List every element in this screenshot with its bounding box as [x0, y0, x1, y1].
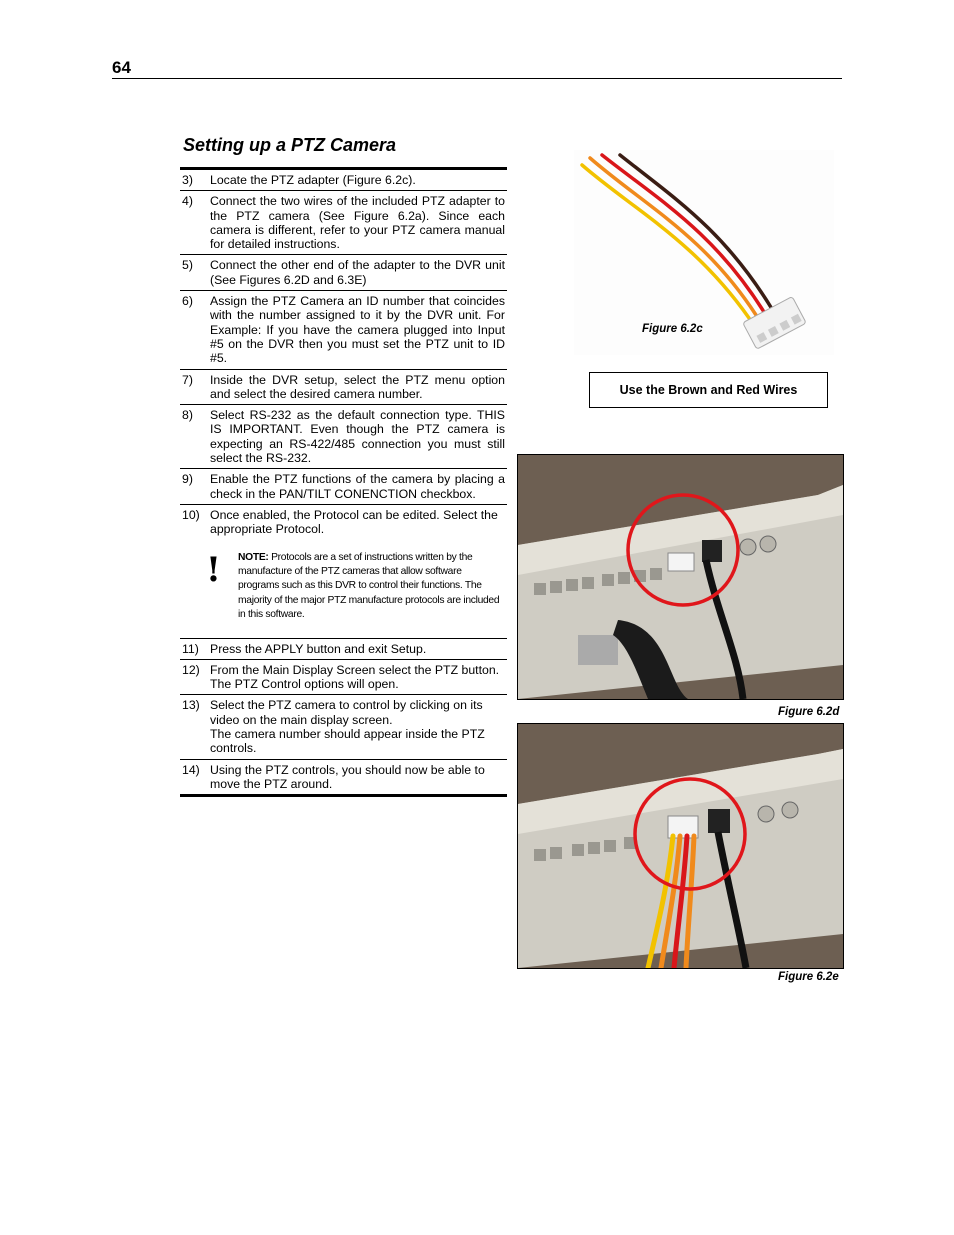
step-text-line: Select the PTZ camera to control by clicking on its video on the main display screen. [210, 698, 483, 727]
step-number: 3) [182, 173, 193, 187]
step-text: Connect the two wires of the included PTZ adapter to the PTZ camera (See Figure 6.2a). Since each camera is different, refer to your PTZ camera manual for detailed instructions. [210, 194, 505, 252]
step-number: 14) [182, 762, 200, 777]
step-row [180, 404, 507, 468]
step-row [180, 468, 507, 504]
step-text: Select RS-232 as the default connection type. THIS IS IMPORTANT. Even though the PTZ camera is expecting an RS-422/485 connection you must still select the RS-232. [210, 408, 505, 466]
step-number: 13) [182, 698, 200, 713]
page-number: 64 [112, 58, 131, 77]
note-body: Protocols are a set of instructions written by the manufacture of the PTZ cameras that allow software programs such as this DVR to control their functions. The majority of the major PTZ manufacture protocols are included in this software. [238, 551, 500, 621]
step-row [180, 504, 507, 638]
step-number: 12) [182, 662, 200, 677]
figure-ptz-adapter [574, 150, 834, 355]
figure-adapter-connected [517, 723, 844, 969]
note-text [238, 551, 505, 623]
ptz-adapter-image [574, 150, 834, 355]
steps-table [180, 167, 507, 797]
step-row [180, 638, 507, 659]
step-number: 7) [182, 372, 193, 387]
step-row [180, 170, 507, 190]
step-text [210, 698, 505, 755]
step-number: 6) [182, 294, 193, 309]
step-text: Connect the other end of the adapter to the DVR unit (See Figures 6.2D and 6.3E) [210, 258, 505, 287]
step-text-line: The camera number should appear inside the PTZ controls. [210, 727, 485, 756]
step-number: 11) [182, 641, 199, 656]
figure-caption: Figure 6.2e [778, 971, 839, 983]
step-number: 5) [182, 258, 193, 273]
step-row [180, 290, 507, 368]
step-number: 8) [182, 408, 193, 423]
step-text: Locate the PTZ adapter (Figure 6.2c). [210, 173, 416, 187]
header-rule [112, 78, 842, 79]
step-text: Enable the PTZ functions of the camera by placing a check in the PAN/TILT CONENCTION checkbox. [210, 472, 505, 501]
step-text: From the Main Display Screen select the PTZ button. The PTZ Control options will open. [210, 662, 500, 692]
step-row [180, 254, 507, 290]
figure-caption: Figure 6.2d [778, 706, 840, 718]
step-text: Assign the PTZ Camera an ID number that coincides with the number assigned to it by the DVR unit. For Example: If you have the camera plugged into Input #5 on the DVR then you must set the PTZ unit to ID #5. [210, 294, 505, 366]
section-title: Setting up a PTZ Camera [183, 135, 397, 155]
exclamation-icon: ! [206, 549, 221, 590]
step-row [180, 369, 507, 405]
wire-callout: Use the Brown and Red Wires [589, 372, 828, 408]
step-text: Press the APPLY button and exit Setup. [210, 641, 427, 656]
figure-dvr-port [517, 454, 844, 700]
step-row [180, 190, 507, 254]
step-text: Once enabled, the Protocol can be edited. Select the appropriate Protocol. [210, 507, 498, 537]
step-number: 10) [182, 507, 200, 522]
step-number: 9) [182, 472, 193, 487]
note-label: NOTE: [238, 551, 269, 563]
adapter-connected-image [518, 724, 843, 968]
step-row [180, 759, 507, 795]
figure-caption: Figure 6.2c [642, 323, 703, 335]
step-row [180, 659, 507, 695]
step-text: Using the PTZ controls, you should now be able to move the PTZ around. [210, 762, 485, 791]
step-text: Inside the DVR setup, select the PTZ menu option and select the desired camera number. [210, 372, 505, 401]
note-box [206, 551, 505, 623]
dvr-rear-panel-image [518, 455, 843, 699]
step-number: 4) [182, 194, 193, 209]
step-row [180, 694, 507, 758]
